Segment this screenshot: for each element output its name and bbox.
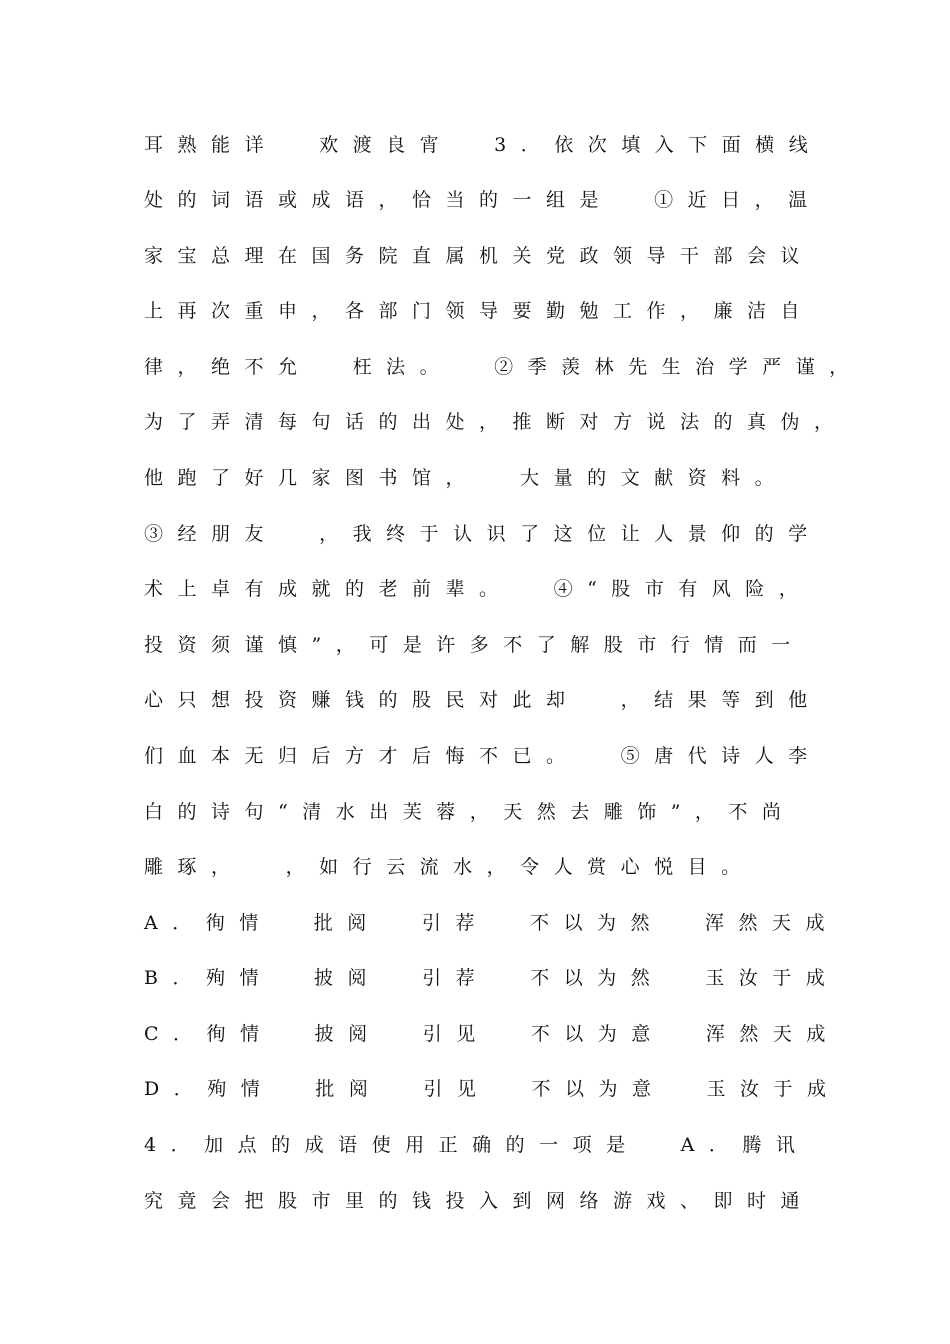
text-line: 术上卓有成就的老前辈。 ④“股市有风险， — [144, 578, 813, 600]
answer-option-b: B．殉情 披阅 引荐 不以为然 玉汝于成 — [144, 967, 840, 989]
text-line: 为了弄清每句话的出处，推断对方说法的真伪， — [144, 411, 848, 433]
text-line: 耳熟能详 欢渡良宵 3．依次填入下面横线 — [144, 134, 823, 156]
text-line: 律，绝不允 枉法。 ②季羡林先生治学严谨， — [144, 356, 863, 378]
text-line: 处的词语或成语，恰当的一组是 ①近日，温 — [144, 189, 822, 211]
text-line: 家宝总理在国务院直属机关党政领导干部会议 — [144, 245, 815, 267]
answer-option-d: D．殉情 批阅 引见 不以为意 玉汝于成 — [144, 1078, 841, 1100]
text-line: 究竟会把股市里的钱投入到网络游戏、即时通 — [144, 1190, 815, 1212]
text-line: 投资须谨慎”，可是许多不了解股市行情而一 — [144, 634, 805, 656]
answer-option-a: A．徇情 批阅 引荐 不以为然 浑然天成 — [144, 912, 840, 934]
text-line: 心只想投资赚钱的股民对此却 ，结果等到他 — [144, 689, 822, 711]
text-line: ③经朋友 ，我终于认识了这位让人景仰的学 — [144, 523, 822, 545]
answer-option-c: C．徇情 披阅 引见 不以为意 浑然天成 — [144, 1023, 840, 1045]
text-line: 白的诗句“清水出芙蓉，天然去雕饰”，不尚 — [144, 801, 796, 823]
text-line: 他跑了好几家图书馆， 大量的文献资料。 — [144, 467, 789, 489]
text-line: 雕琢， ，如行云流水，令人赏心悦目。 — [144, 856, 755, 878]
text-line: 上再次重申，各部门领导要勤勉工作，廉洁自 — [144, 300, 815, 322]
text-line: 们血本无归后方才后悔不已。 ⑤唐代诗人李 — [144, 745, 822, 767]
text-line: 4．加点的成语使用正确的一项是 A．腾讯 — [144, 1134, 810, 1156]
